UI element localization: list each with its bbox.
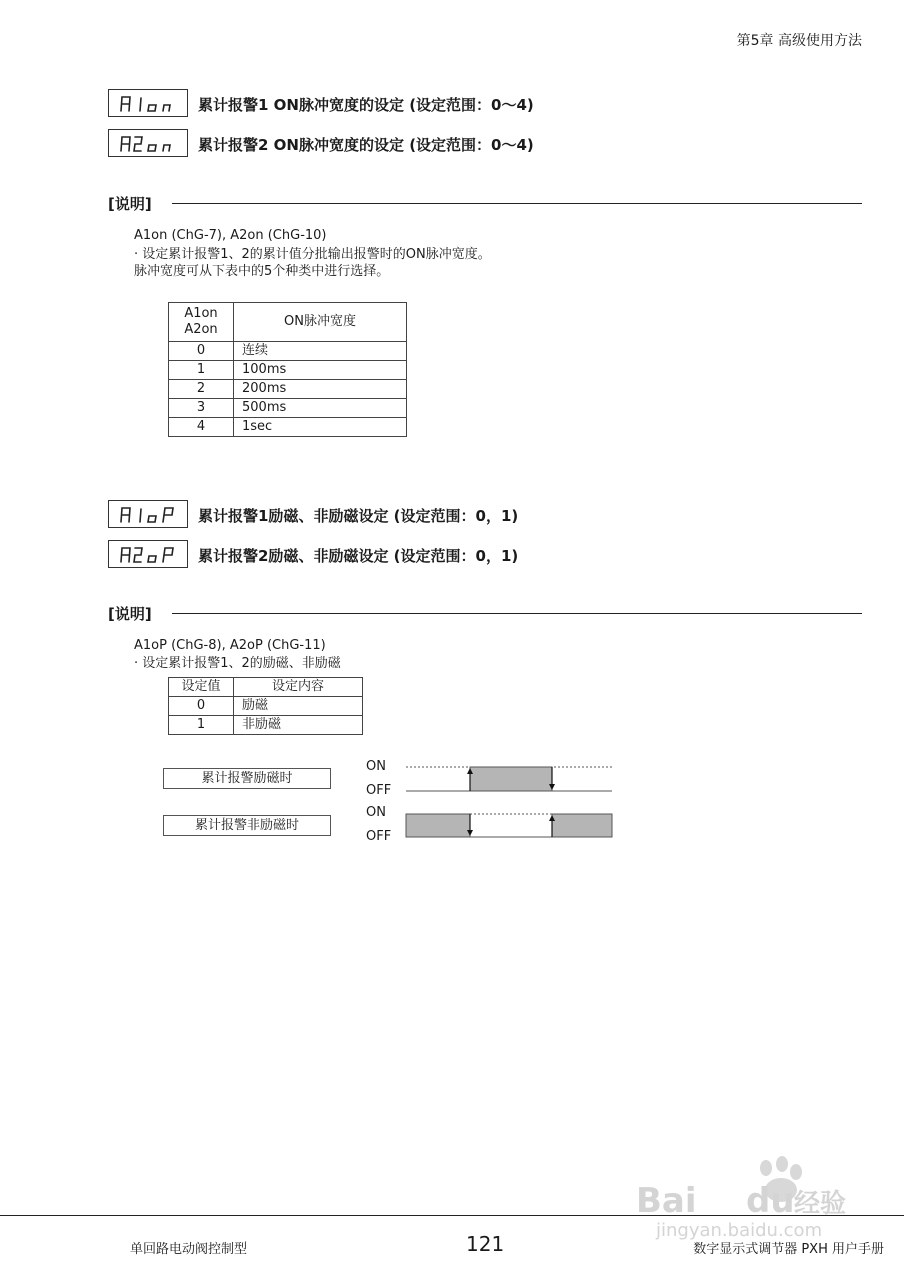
energized-label-box: 累计报警励磁时: [163, 768, 331, 789]
table-header-content: 设定内容: [234, 678, 363, 697]
desc-channel-line: A1oP (ChG-8), A2oP (ChG-11): [134, 638, 326, 653]
table-cell: 励磁: [234, 697, 363, 716]
table-row: [169, 361, 407, 380]
pulse-width-table: [168, 302, 407, 437]
header-a2on: A2on: [184, 322, 218, 337]
table-cell: 100ms: [234, 361, 407, 380]
off-label: OFF: [366, 829, 392, 844]
baidu-watermark-logo: [636, 1150, 846, 1244]
svg-text:du: du: [746, 1181, 795, 1221]
table-cell: 1sec: [234, 418, 407, 437]
param-title-a1op: 累计报警1励磁、非励磁设定 (设定范围：0，1): [198, 507, 519, 525]
header-a1on: A1on: [184, 306, 218, 321]
param-code-a1on: [108, 89, 188, 117]
table-cell: 0: [169, 697, 234, 716]
page-number: 121: [466, 1232, 505, 1256]
table-cell: 1: [169, 716, 234, 735]
section-divider: [172, 203, 862, 204]
section-divider: [172, 613, 862, 614]
table-cell: 1: [169, 361, 234, 380]
table-cell: 2: [169, 380, 234, 399]
param-code-a2op: [108, 540, 188, 568]
table-cell: 3: [169, 399, 234, 418]
svg-text:Bai: Bai: [636, 1181, 697, 1221]
on-label: ON: [366, 759, 386, 774]
desc-bullet-cont: 脉冲宽度可从下表中的5个种类中进行选择。: [134, 264, 390, 279]
timing-diagram: [400, 760, 620, 840]
table-row: [169, 342, 407, 361]
desc-channel-line: A1on (ChG-7), A2on (ChG-10): [134, 228, 327, 243]
param-title-a2op: 累计报警2励磁、非励磁设定 (设定范围：0，1): [198, 547, 519, 565]
off-label: OFF: [366, 783, 392, 798]
explain-label: [说明]: [108, 605, 152, 623]
deenergized-label-box: 累计报警非励磁时: [163, 815, 331, 836]
table-row: [169, 418, 407, 437]
table-cell: 连续: [234, 342, 407, 361]
table-cell: 非励磁: [234, 716, 363, 735]
explain-label: [说明]: [108, 195, 152, 213]
table-header-row: [169, 678, 363, 697]
param-title-a2on: 累计报警2 ON脉冲宽度的设定 (设定范围：0～4): [198, 136, 534, 154]
table-row: [169, 697, 363, 716]
param-title-a1on: 累计报警1 ON脉冲宽度的设定 (设定范围：0～4): [198, 96, 534, 114]
table-header-value: 设定值: [169, 678, 234, 697]
footer-right-text: 数字显示式调节器 PXH 用户手册: [693, 1242, 884, 1257]
svg-text:经验: 经验: [794, 1189, 846, 1219]
param-code-a2on: [108, 129, 188, 157]
table-cell: 4: [169, 418, 234, 437]
energize-table: [168, 677, 363, 735]
param-code-a1op: [108, 500, 188, 528]
table-header-code: [169, 303, 234, 342]
table-row: [169, 380, 407, 399]
table-header-width: ON脉冲宽度: [234, 303, 407, 342]
desc-bullet: · 设定累计报警1、2的累计值分批输出报警时的ON脉冲宽度。: [134, 247, 491, 262]
desc-bullet: · 设定累计报警1、2的励磁、非励磁: [134, 656, 341, 671]
footer-left-text: 单回路电动阀控制型: [130, 1242, 248, 1257]
chapter-heading: 第5章 高级使用方法: [736, 33, 862, 49]
svg-text:jingyan.baidu.com: jingyan.baidu.com: [656, 1220, 823, 1240]
table-row: [169, 716, 363, 735]
on-label: ON: [366, 805, 386, 820]
footer-divider: [0, 1215, 904, 1216]
table-cell: 0: [169, 342, 234, 361]
table-header-row: [169, 303, 407, 342]
table-row: [169, 399, 407, 418]
table-cell: 200ms: [234, 380, 407, 399]
table-cell: 500ms: [234, 399, 407, 418]
